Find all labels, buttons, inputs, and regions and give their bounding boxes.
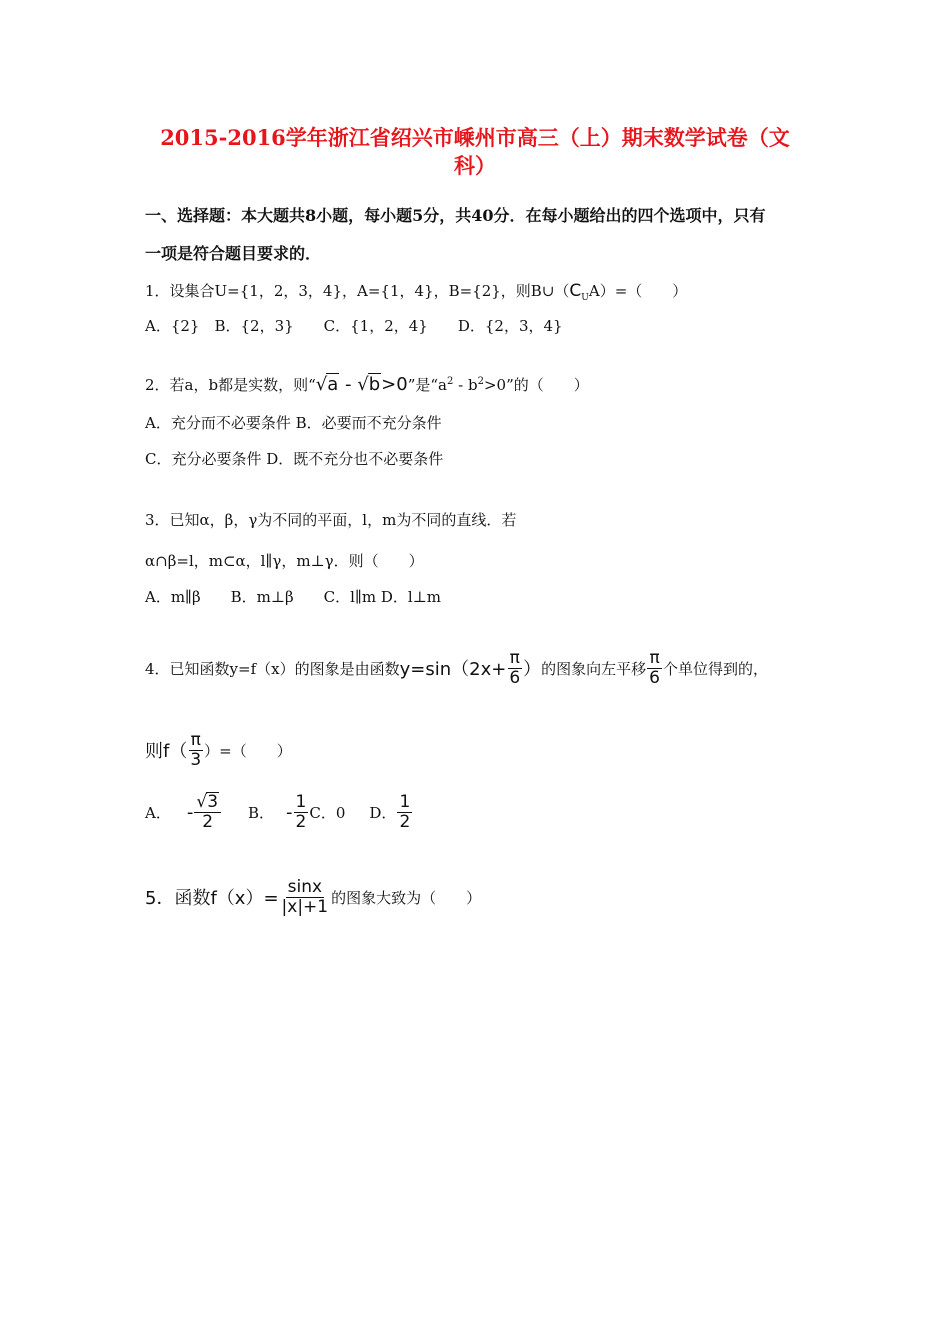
greater-than-zero: >0 <box>381 374 408 395</box>
q5-stem-part-b: 的图象大致为（ ） <box>331 888 482 907</box>
option-a-label: A． <box>145 803 171 822</box>
fraction-numerator: π <box>509 647 520 668</box>
fraction-denominator: |x|+1 <box>281 896 329 917</box>
q4-function: y=sin（2x+ <box>399 659 507 680</box>
question-1-options: A．{2} B．{2，3} C．{1，2，4} D．{2，3，4} <box>145 317 563 335</box>
question-1-stem <box>145 280 687 303</box>
fraction-denominator: 2 <box>399 811 411 832</box>
fraction-pi-over-6 <box>507 649 522 688</box>
q2-stem-part-a: 2．若a，b都是实数，则“ <box>145 376 316 394</box>
q2-stem-part-c: - b <box>453 376 478 394</box>
q2-stem-part-d: >0”的（ ） <box>483 376 589 394</box>
closing-paren: ） <box>523 659 542 680</box>
q4-ask-part-a: 则f（ <box>145 741 188 762</box>
option-b-fraction <box>294 793 309 832</box>
question-4-options <box>145 790 413 834</box>
fraction-numerator: 1 <box>399 791 411 812</box>
fraction-denominator: 2 <box>295 811 307 832</box>
q5-stem-part-a: 5．函数f（x）= <box>145 888 279 909</box>
fraction-numerator: 1 <box>295 791 307 812</box>
q5-fraction <box>280 878 331 917</box>
q4-ask-part-b: ）=（ ） <box>204 741 292 760</box>
complement-symbol: C <box>569 281 582 301</box>
question-5-stem <box>145 874 481 920</box>
fraction-numerator: π <box>190 729 201 750</box>
question-2-options-ab: A．充分而不必要条件 B．必要而不充分条件 <box>145 414 442 432</box>
q2-stem-part-b: ”是“a <box>407 376 447 394</box>
sqrt-a: √a <box>315 374 339 395</box>
option-c: C．0 <box>309 803 346 822</box>
fraction-numerator: sinx <box>287 876 323 897</box>
fraction-denominator: 6 <box>649 667 660 688</box>
question-3-stem-line2: α∩β=l，m⊂α，l∥γ，m⊥γ．则（ ） <box>145 552 424 570</box>
fraction-denominator: 6 <box>509 667 521 688</box>
minus-sign: - <box>339 374 358 395</box>
exponent-b: 2 <box>477 376 484 387</box>
option-d-label: D． <box>369 803 397 822</box>
fraction-pi-over-3 <box>188 731 203 770</box>
shift-fraction <box>647 649 662 688</box>
question-4-stem <box>145 646 768 690</box>
complement-subscript: U <box>581 293 589 303</box>
q1-stem-part-b: A）=（ ） <box>588 282 688 300</box>
section-heading-line2: 一项是符合题目要求的． <box>145 244 322 263</box>
fraction-numerator: π <box>649 647 660 668</box>
exponent-a: 2 <box>446 376 454 387</box>
option-a-fraction <box>194 792 221 832</box>
option-d-fraction <box>397 793 412 832</box>
option-b-label: B． <box>248 803 275 822</box>
option-b-minus: - <box>286 801 293 823</box>
question-4-ask <box>145 728 292 772</box>
q1-stem-part-a: 1．设集合U={1，2，3，4}，A={1，4}，B={2}，则B∪（ <box>145 282 570 300</box>
sqrt-b: √b <box>357 374 381 395</box>
question-3-stem-line1: 3．已知α，β，γ为不同的平面，l，m为不同的直线．若 <box>145 511 517 529</box>
q4-stem-part-b: 的图象向左平移 <box>541 659 647 678</box>
fraction-denominator: 3 <box>190 749 202 770</box>
sqrt-radicand: 3 <box>207 792 219 812</box>
question-3-options: A．m∥β B．m⊥β C．l∥m D．l⊥m <box>145 588 442 606</box>
page-title-line2: 科） <box>454 153 496 178</box>
option-a-minus: - <box>186 801 194 823</box>
q4-stem-part-c: 个单位得到的， <box>663 659 769 678</box>
question-2-options-cd: C．充分必要条件 D．既不充分也不必要条件 <box>145 450 444 468</box>
fraction-numerator: √3 <box>194 792 221 813</box>
fraction-denominator: 2 <box>202 812 214 832</box>
section-heading-line1: 一、选择题：本大题共8小题，每小题5分，共40分．在每小题给出的四个选项中，只有 <box>145 206 766 225</box>
page-title-line1: 2015-2016学年浙江省绍兴市嵊州市高三（上）期末数学试卷（文 <box>160 125 790 150</box>
question-2-stem <box>145 373 589 395</box>
sqrt-a-radicand: a <box>327 374 339 395</box>
sqrt-b-radicand: b <box>368 374 381 395</box>
q4-stem-part-a: 4．已知函数y=f（x）的图象是由函数 <box>145 659 400 678</box>
